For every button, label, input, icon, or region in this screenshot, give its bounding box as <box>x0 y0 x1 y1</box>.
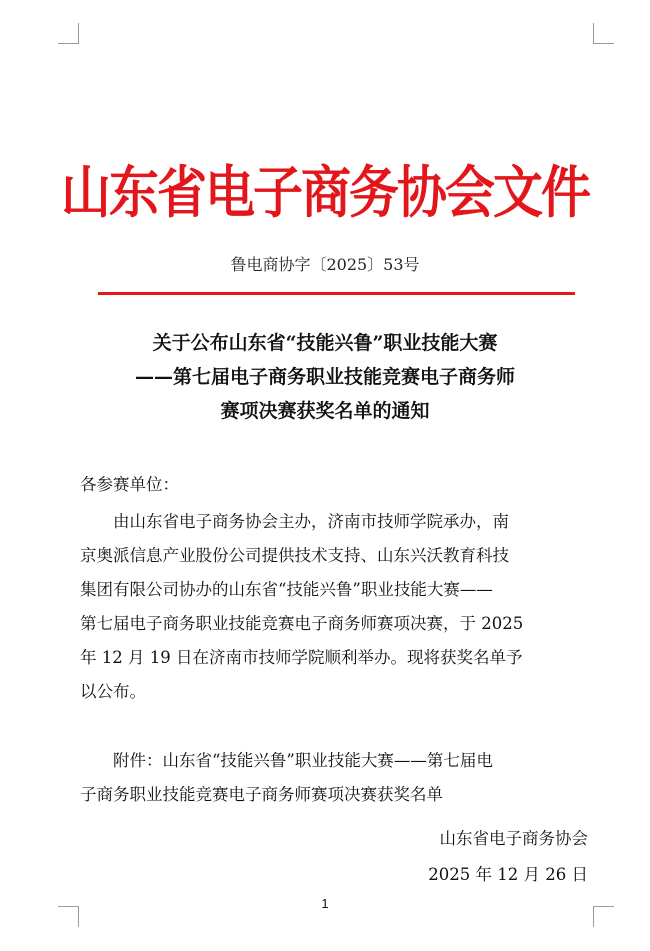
masthead-red-rule <box>98 292 575 295</box>
notice-title-line-3: 赛项决赛获奖名单的通知 <box>220 400 430 422</box>
body-line-2: 京奥派信息产业股份公司提供技术支持、山东兴沃教育科技 <box>80 546 509 565</box>
body-line-1: 由山东省电子商务协会主办，济南市技师学院承办，南 <box>113 512 509 531</box>
document-number: 鲁电商协字〔2025〕53号 <box>230 255 420 274</box>
body-line-3: 集团有限公司协办的山东省“技能兴鲁”职业技能大赛—— <box>80 580 493 599</box>
body-line-6: 以公布。 <box>80 682 146 701</box>
notice-title-line-2: ——第七届电子商务职业技能竞赛电子商务师 <box>134 366 515 388</box>
notice-title <box>0 326 650 428</box>
issue-date: 2025 年 12 月 26 日 <box>428 865 588 884</box>
attachment-note <box>80 744 590 812</box>
crop-mark-top-right <box>593 23 614 44</box>
notice-title-line-1: 关于公布山东省“技能兴鲁”职业技能大赛 <box>152 332 498 354</box>
issuer-signature: 山东省电子商务协会 <box>439 829 588 848</box>
body-line-5: 年 12 月 19 日在济南市技师学院顺利举办。现将获奖名单予 <box>80 648 523 667</box>
document-masthead: 山东省电子商务协会文件 <box>61 159 589 226</box>
attachment-line-1: 附件：山东省“技能兴鲁”职业技能大赛——第七届电 <box>113 751 493 770</box>
crop-mark-top-left <box>58 23 79 44</box>
page-number: 1 <box>321 896 329 911</box>
salutation: 各参赛单位： <box>80 475 179 494</box>
body-line-4: 第七届电子商务职业技能竞赛电子商务师赛项决赛，于 2025 <box>80 614 524 633</box>
attachment-line-2: 子商务职业技能竞赛电子商务师赛项决赛获奖名单 <box>80 785 443 804</box>
body-paragraph <box>80 505 590 709</box>
